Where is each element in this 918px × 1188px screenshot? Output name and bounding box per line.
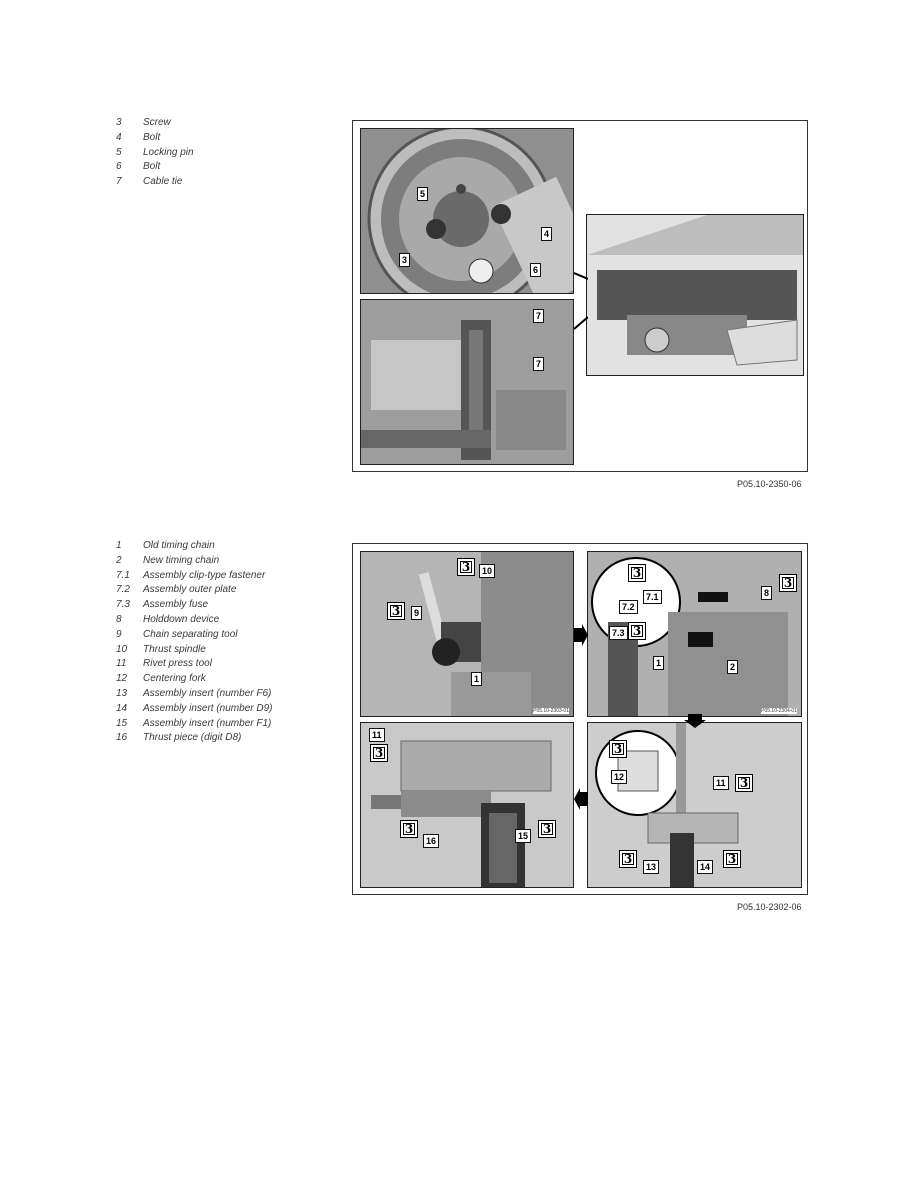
connector-lines xyxy=(574,271,588,331)
photo-rivet-press-tool xyxy=(360,722,574,888)
legend-bottom xyxy=(116,539,272,746)
legend-item: 7 Cable tie xyxy=(116,176,183,188)
arrow-right-icon xyxy=(574,624,588,646)
special-tool-icon: 3 xyxy=(619,850,637,868)
special-tool-icon: 3 xyxy=(723,850,741,868)
sub-caption: P05.10-2303-01 xyxy=(533,708,569,714)
legend-item: 7.3 Assembly fuse xyxy=(116,599,209,611)
special-tool-icon: 3 xyxy=(609,740,627,758)
callout-8: 8 xyxy=(761,586,772,600)
special-tool-icon: 3 xyxy=(779,574,797,592)
callout-14: 14 xyxy=(697,860,713,874)
legend-item: 9 Chain separating tool xyxy=(116,628,238,640)
legend-item: 7.1 Assembly clip-type fastener xyxy=(116,569,266,581)
legend-item: 7.2 Assembly outer plate xyxy=(116,584,237,596)
photo-camshaft-sprocket xyxy=(360,128,574,294)
callout-3: 3 xyxy=(399,253,410,267)
callout-7-3: 7.3 xyxy=(609,626,628,640)
legend-item: 13 Assembly insert (number F6) xyxy=(116,687,272,699)
callout-13: 13 xyxy=(643,860,659,874)
callout-6: 6 xyxy=(530,263,541,277)
figure-caption: P05.10-2350-06 xyxy=(737,479,802,489)
vehicle-illustration xyxy=(587,215,804,376)
legend-item: 4 Bolt xyxy=(116,131,161,143)
sub-caption: P05.10-2304-01 xyxy=(761,708,797,714)
legend-item: 14 Assembly insert (number D9) xyxy=(116,702,273,714)
callout-7: 7 xyxy=(533,309,544,323)
chain-illustration xyxy=(361,300,574,465)
legend-item: 6 Bolt xyxy=(116,161,161,173)
legend-item: 5 Locking pin xyxy=(116,146,194,158)
legend-item: 10 Thrust spindle xyxy=(116,643,206,655)
legend-item: 11 Rivet press tool xyxy=(116,658,212,670)
rivet-tool-illustration xyxy=(361,723,574,888)
photo-engine-bay xyxy=(586,214,804,376)
callout-15: 15 xyxy=(515,829,531,843)
legend-top xyxy=(116,116,194,190)
callout-10: 10 xyxy=(479,564,495,578)
legend-item: 1 Old timing chain xyxy=(116,540,215,551)
special-tool-icon: 3 xyxy=(628,622,646,640)
special-tool-icon: 3 xyxy=(457,558,475,576)
callout-2: 2 xyxy=(727,660,738,674)
photo-timing-chain xyxy=(360,299,574,465)
legend-item: 16 Thrust piece (digit D8) xyxy=(116,732,242,744)
callout-1: 1 xyxy=(653,656,664,670)
legend-item: 8 Holddown device xyxy=(116,613,220,625)
figure-top xyxy=(352,120,808,472)
callout-11: 11 xyxy=(369,728,385,742)
callout-4: 4 xyxy=(541,227,552,241)
sprocket-illustration xyxy=(361,129,574,294)
callout-16: 16 xyxy=(423,834,439,848)
legend-item: 2 New timing chain xyxy=(116,554,220,566)
special-tool-icon: 3 xyxy=(628,564,646,582)
callout-1: 1 xyxy=(471,672,482,686)
tool-illustration xyxy=(361,552,574,717)
arrow-left-icon xyxy=(574,788,588,810)
special-tool-icon: 3 xyxy=(387,602,405,620)
legend-item: 12 Centering fork xyxy=(116,673,206,685)
special-tool-icon: 3 xyxy=(400,820,418,838)
callout-7-2: 7.2 xyxy=(619,600,638,614)
callout-7: 7 xyxy=(533,357,544,371)
callout-5: 5 xyxy=(417,187,428,201)
callout-7-1: 7.1 xyxy=(643,590,662,604)
arrow-down-icon xyxy=(684,714,706,728)
figure-caption: P05.10-2302-06 xyxy=(737,902,802,912)
legend-item: 3 Screw xyxy=(116,117,171,128)
figure-bottom xyxy=(352,543,808,895)
callout-11: 11 xyxy=(713,776,729,790)
special-tool-icon: 3 xyxy=(538,820,556,838)
special-tool-icon: 3 xyxy=(370,744,388,762)
callout-12: 12 xyxy=(611,770,627,784)
legend-item: 15 Assembly insert (number F1) xyxy=(116,717,272,729)
callout-9: 9 xyxy=(411,606,422,620)
special-tool-icon: 3 xyxy=(735,774,753,792)
